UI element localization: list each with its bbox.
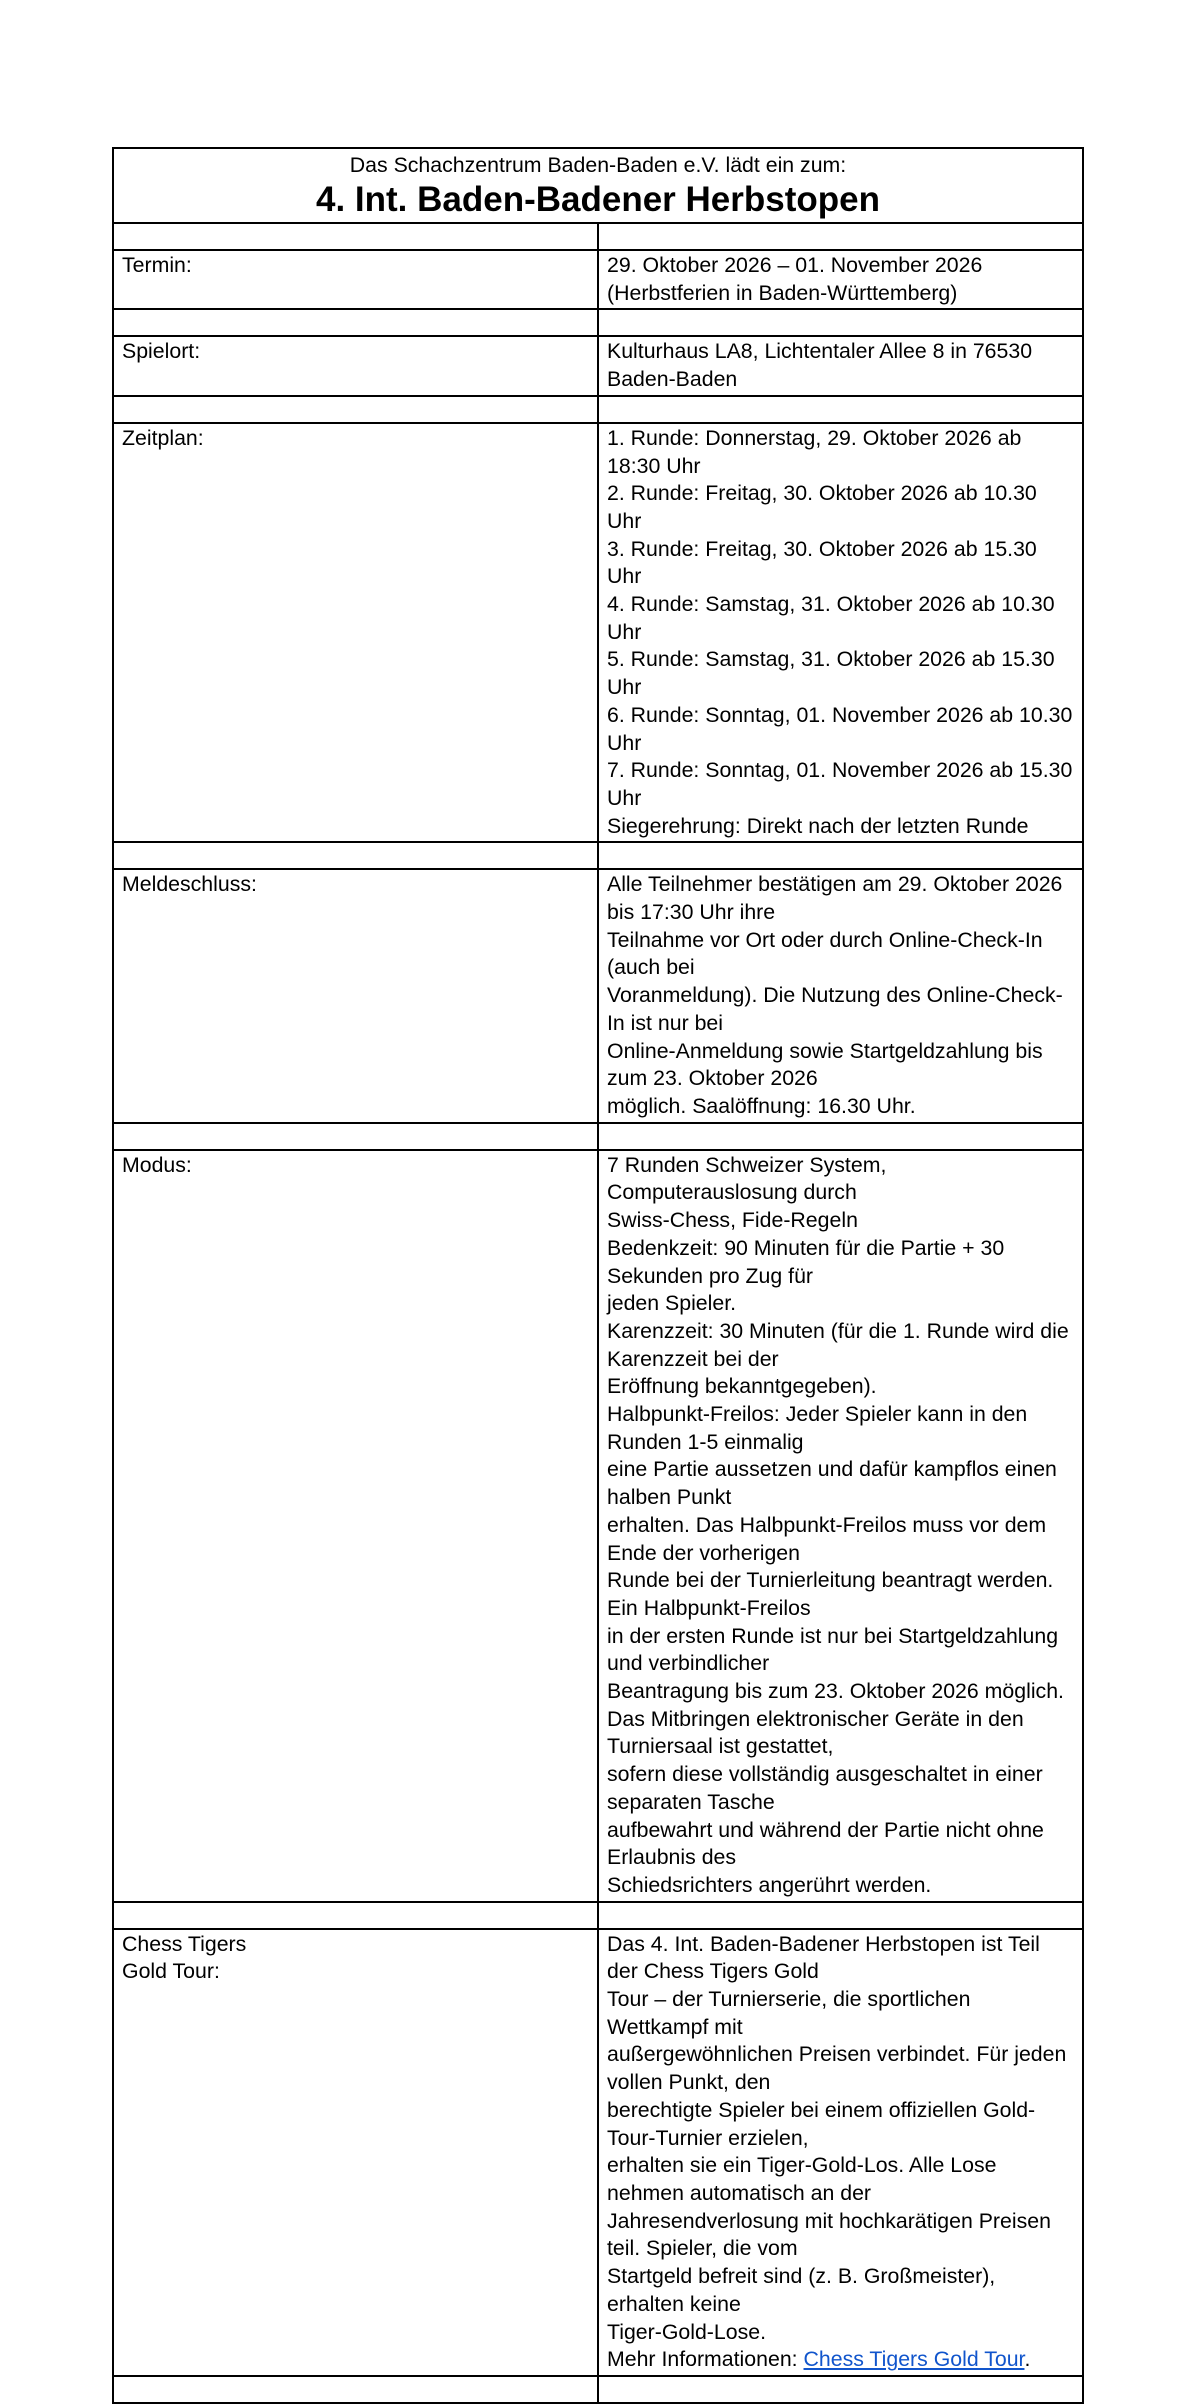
spacer-cell [113,1123,598,1150]
modus-row [113,1150,1083,1902]
modus-value [598,1150,1083,1902]
header-row [113,148,1083,223]
text-line: Tour – der Turnierserie, die sportlichen Wettkampf mit [607,1987,971,2039]
spacer-row [113,396,1083,423]
text-line: Beantragung bis zum 23. Oktober 2026 möglich. [607,1679,1064,1704]
text-line: berechtigte Spieler bei einem offiziellen Gold-Tour-Turnier erzielen, [607,2097,1036,2150]
spacer-row [113,1123,1083,1150]
schedule-line: 4. Runde: Samstag, 31. Oktober 2026 ab 10.30 Uhr [607,592,1055,644]
spacer-row [113,223,1083,250]
termin-value [598,250,1083,309]
spacer-cell [113,223,598,250]
text-line: Karenzzeit: 30 Minuten (für die 1. Runde wird die Karenzzeit bei der [607,1318,1069,1371]
label-line: Chess Tigers [122,1931,247,1956]
chess-tigers-value [598,1929,1083,2376]
schedule-line: 6. Runde: Sonntag, 01. November 2026 ab 10.30 Uhr [607,702,1073,755]
page-title: 4. Int. Baden-Badener Herbstopen [316,180,880,219]
text-line: eine Partie aussetzen und dafür kampflos einen halben Punkt [607,1457,1057,1510]
schedule-line: 5. Runde: Samstag, 31. Oktober 2026 ab 15.30 Uhr [607,647,1055,700]
termin-line: 29. Oktober 2026 – 01. November 2026 [607,253,983,277]
text-line: Bedenkzeit: 90 Minuten für die Partie + 30 Sekunden pro Zug für [607,1235,1005,1288]
text-line: Teilnahme vor Ort oder durch Online-Check-In (auch bei [607,927,1043,980]
zeitplan-value [598,423,1083,843]
text-line: Jahresendverlosung mit hochkarätigen Preisen teil. Spieler, die vom [607,2208,1051,2261]
text-line: in der ersten Runde ist nur bei Startgeldzahlung und verbindlicher [607,1623,1059,1676]
more-info-prefix: Mehr Informationen: [607,2347,804,2372]
spacer-cell [598,309,1083,336]
text-line: erhalten sie ein Tiger-Gold-Los. Alle Lose nehmen automatisch an der [607,2153,997,2205]
chess-tigers-gold-tour-link[interactable]: Chess Tigers Gold Tour [803,2347,1025,2372]
text-line: Startgeld befreit sind (z. B. Großmeister), erhalten keine [607,2264,996,2316]
spacer-cell [113,842,598,869]
spacer-cell [113,396,598,423]
text-line: Tiger-Gold-Lose. [607,2319,766,2344]
text-line: Halbpunkt-Freilos: Jeder Spieler kann in den Runden 1-5 einmalig [607,1402,1028,1454]
meldeschluss-row [113,869,1083,1122]
text-line: außergewöhnlichen Preisen verbindet. Für jeden vollen Punkt, den [607,2042,1067,2095]
schedule-line: 2. Runde: Freitag, 30. Oktober 2026 ab 10.30 Uhr [607,481,1037,533]
meldeschluss-value [598,869,1083,1122]
spacer-cell [113,2376,598,2403]
zeitplan-row [113,423,1083,843]
text-line: jeden Spieler. [607,1291,737,1316]
spacer-cell [113,309,598,336]
spacer-cell [598,1123,1083,1150]
spacer-cell [598,396,1083,423]
text-line: Das 4. Int. Baden-Badener Herbstopen ist Teil der Chess Tigers Gold [607,1931,1040,1984]
label-line: Gold Tour: [122,1959,220,1984]
more-info-line [607,2346,1074,2374]
chess-tigers-label [113,1929,598,2376]
spielort-label: Spielort: [113,336,598,395]
more-info-suffix: . [1024,2347,1031,2372]
spacer-row [113,1902,1083,1929]
spacer-row [113,2376,1083,2403]
modus-label: Modus: [113,1150,598,1902]
schedule-line: 7. Runde: Sonntag, 01. November 2026 ab 15.30 Uhr [607,758,1073,810]
termin-line: (Herbstferien in Baden-Württemberg) [607,280,958,305]
spacer-row [113,309,1083,336]
termin-label: Termin: [113,250,598,309]
zeitplan-label: Zeitplan: [113,423,598,843]
text-line: Runde bei der Turnierleitung beantragt werden. Ein Halbpunkt-Freilos [607,1568,1054,1620]
text-line: möglich. Saalöffnung: 16.30 Uhr. [607,1093,916,1118]
text-line: Swiss-Chess, Fide-Regeln [607,1208,858,1233]
spielort-value: Kulturhaus LA8, Lichtentaler Allee 8 in 76530 Baden-Baden [598,336,1083,395]
schedule-line: Siegerehrung: Direkt nach der letzten Runde [607,813,1029,838]
tournament-table [112,147,1084,2404]
meldeschluss-label: Meldeschluss: [113,869,598,1122]
text-line: Schiedsrichters angerührt werden. [607,1872,932,1897]
text-line: Eröffnung bekanntgegeben). [607,1374,877,1399]
schedule-line: 3. Runde: Freitag, 30. Oktober 2026 ab 15.30 Uhr [607,536,1037,589]
schedule-line: 1. Runde: Donnerstag, 29. Oktober 2026 ab 18:30 Uhr [607,425,1022,478]
termin-row [113,250,1083,309]
text-line: Online-Anmeldung sowie Startgeldzahlung bis zum 23. Oktober 2026 [607,1038,1043,1091]
text-line: Voranmeldung). Die Nutzung des Online-Check-In ist nur bei [607,983,1063,1035]
spielort-row [113,336,1083,395]
spacer-cell [113,1902,598,1929]
document [112,147,1084,2404]
spacer-cell [598,842,1083,869]
spacer-cell [598,223,1083,250]
chess-tigers-row [113,1929,1083,2376]
text-line: erhalten. Das Halbpunkt-Freilos muss vor dem Ende der vorherigen [607,1512,1047,1565]
spacer-row [113,842,1083,869]
text-line: aufbewahrt und während der Partie nicht ohne Erlaubnis des [607,1817,1044,1870]
spacer-cell [598,1902,1083,1929]
header-cell [113,148,1083,223]
spacer-cell [598,2376,1083,2403]
text-line: 7 Runden Schweizer System, Computerauslosung durch [607,1152,887,1205]
header-subtitle: Das Schachzentrum Baden-Baden e.V. lädt ein zum: [349,153,847,177]
text-line: sofern diese vollständig ausgeschaltet in einer separaten Tasche [607,1762,1043,1814]
text-line: Das Mitbringen elektronischer Geräte in den Turniersaal ist gestattet, [607,1706,1024,1759]
text-line: Alle Teilnehmer bestätigen am 29. Oktober 2026 bis 17:30 Uhr ihre [607,872,1063,925]
